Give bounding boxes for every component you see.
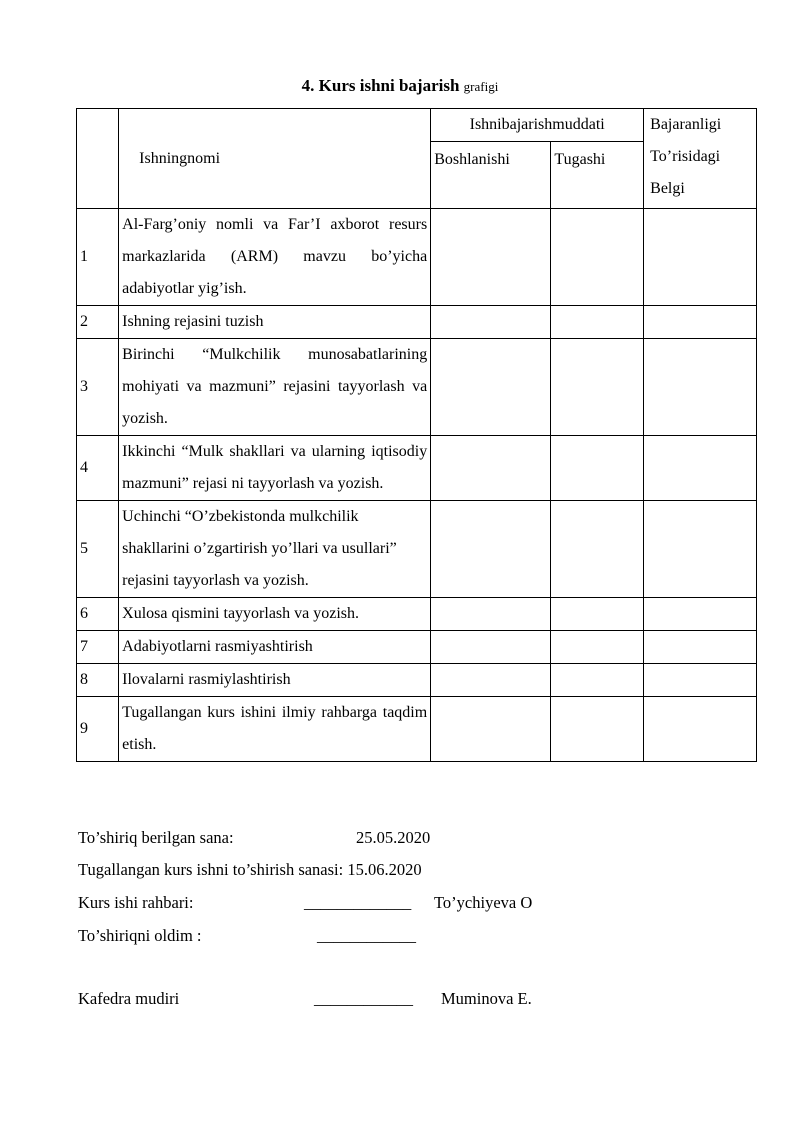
table-row	[77, 631, 757, 664]
row-number: 8	[77, 664, 119, 697]
row-done	[644, 339, 757, 436]
row-done	[644, 436, 757, 501]
row-end	[551, 436, 644, 501]
row-start	[431, 631, 551, 664]
row-task: Al-Farg’oniy nomli va Far’I axborot resurs markazlarida (ARM) mavzu bo’yicha adabiyotlar yig’ish.	[119, 209, 431, 306]
row-number: 1	[77, 209, 119, 306]
row-start	[431, 664, 551, 697]
table-row	[77, 598, 757, 631]
row-number: 7	[77, 631, 119, 664]
row-task: Ishning rejasini tuzish	[119, 306, 431, 339]
row-start	[431, 501, 551, 598]
supervisor-label: Kurs ishi rahbari:	[78, 893, 194, 912]
row-task: Ikkinchi “Mulk shakllari va ularning iqtisodiy mazmuni” rejasi ni tayyorlash va yozish.	[119, 436, 431, 501]
row-start	[431, 436, 551, 501]
row-number: 5	[77, 501, 119, 598]
row-number: 9	[77, 697, 119, 762]
table-row	[77, 339, 757, 436]
row-number: 4	[77, 436, 119, 501]
row-end	[551, 306, 644, 339]
table-row	[77, 697, 757, 762]
row-number: 6	[77, 598, 119, 631]
row-done	[644, 598, 757, 631]
received-label: To’shiriqni oldim :	[78, 926, 202, 945]
header-end: Tugashi	[551, 142, 644, 209]
row-number: 2	[77, 306, 119, 339]
title-suffix: grafigi	[463, 79, 499, 94]
row-start	[431, 598, 551, 631]
row-end	[551, 664, 644, 697]
table-row	[77, 501, 757, 598]
head-label: Kafedra mudiri	[78, 989, 180, 1008]
header-name: Ishningnomi	[119, 109, 431, 209]
row-done	[644, 209, 757, 306]
row-task: Tugallangan kurs ishini ilmiy rahbarga taqdim etish.	[119, 697, 431, 762]
row-start	[431, 306, 551, 339]
row-end	[551, 209, 644, 306]
title-main: 4. Kurs ishni bajarish	[301, 76, 460, 95]
supervisor-signature-blank: _____________	[304, 893, 412, 912]
row-task: Birinchi “Mulkchilik munosabatlarining mohiyati va mazmuni” rejasini tayyorlash va yozish.	[119, 339, 431, 436]
schedule-table	[76, 108, 757, 762]
header-period: Ishnibajarishmuddati	[431, 109, 644, 142]
row-end	[551, 697, 644, 762]
row-start	[431, 339, 551, 436]
row-end	[551, 339, 644, 436]
table-row	[77, 664, 757, 697]
row-start	[431, 209, 551, 306]
row-done	[644, 631, 757, 664]
header-done	[644, 109, 757, 209]
row-done	[644, 306, 757, 339]
row-end	[551, 598, 644, 631]
header-done-line2: To’risidagi	[650, 148, 721, 165]
head-name: Muminova E.	[441, 989, 532, 1008]
row-task: Uchinchi “O’zbekistonda mulkchilik shakllarini o’zgartirish yo’llari va usullari” rejasini tayyorlash va yozish.	[119, 501, 431, 598]
row-end	[551, 631, 644, 664]
row-task: Ilovalarni rasmiylashtirish	[119, 664, 431, 697]
row-done	[644, 501, 757, 598]
row-done	[644, 664, 757, 697]
header-done-line1: Bajaranligi	[650, 116, 722, 133]
received-signature-blank: ____________	[317, 926, 416, 945]
row-task: Xulosa qismini tayyorlash va yozish.	[119, 598, 431, 631]
page-title	[0, 76, 800, 96]
assigned-date: 25.05.2020	[356, 828, 431, 847]
row-number: 3	[77, 339, 119, 436]
row-start	[431, 697, 551, 762]
submit-text: Tugallangan kurs ishni to’shirish sanasi: 15.06.2020	[78, 860, 422, 879]
header-start: Boshlanishi	[431, 142, 551, 209]
row-done	[644, 697, 757, 762]
supervisor-name: To’ychiyeva O	[434, 893, 533, 912]
assigned-label: To’shiriq berilgan sana:	[78, 828, 234, 847]
table-row	[77, 209, 757, 306]
table-row	[77, 436, 757, 501]
head-signature-blank: ____________	[314, 989, 413, 1008]
header-done-line3: Belgi	[650, 180, 685, 197]
header-number	[77, 109, 119, 209]
table-row	[77, 306, 757, 339]
row-end	[551, 501, 644, 598]
row-task: Adabiyotlarni rasmiyashtirish	[119, 631, 431, 664]
table-header-row	[77, 109, 757, 142]
